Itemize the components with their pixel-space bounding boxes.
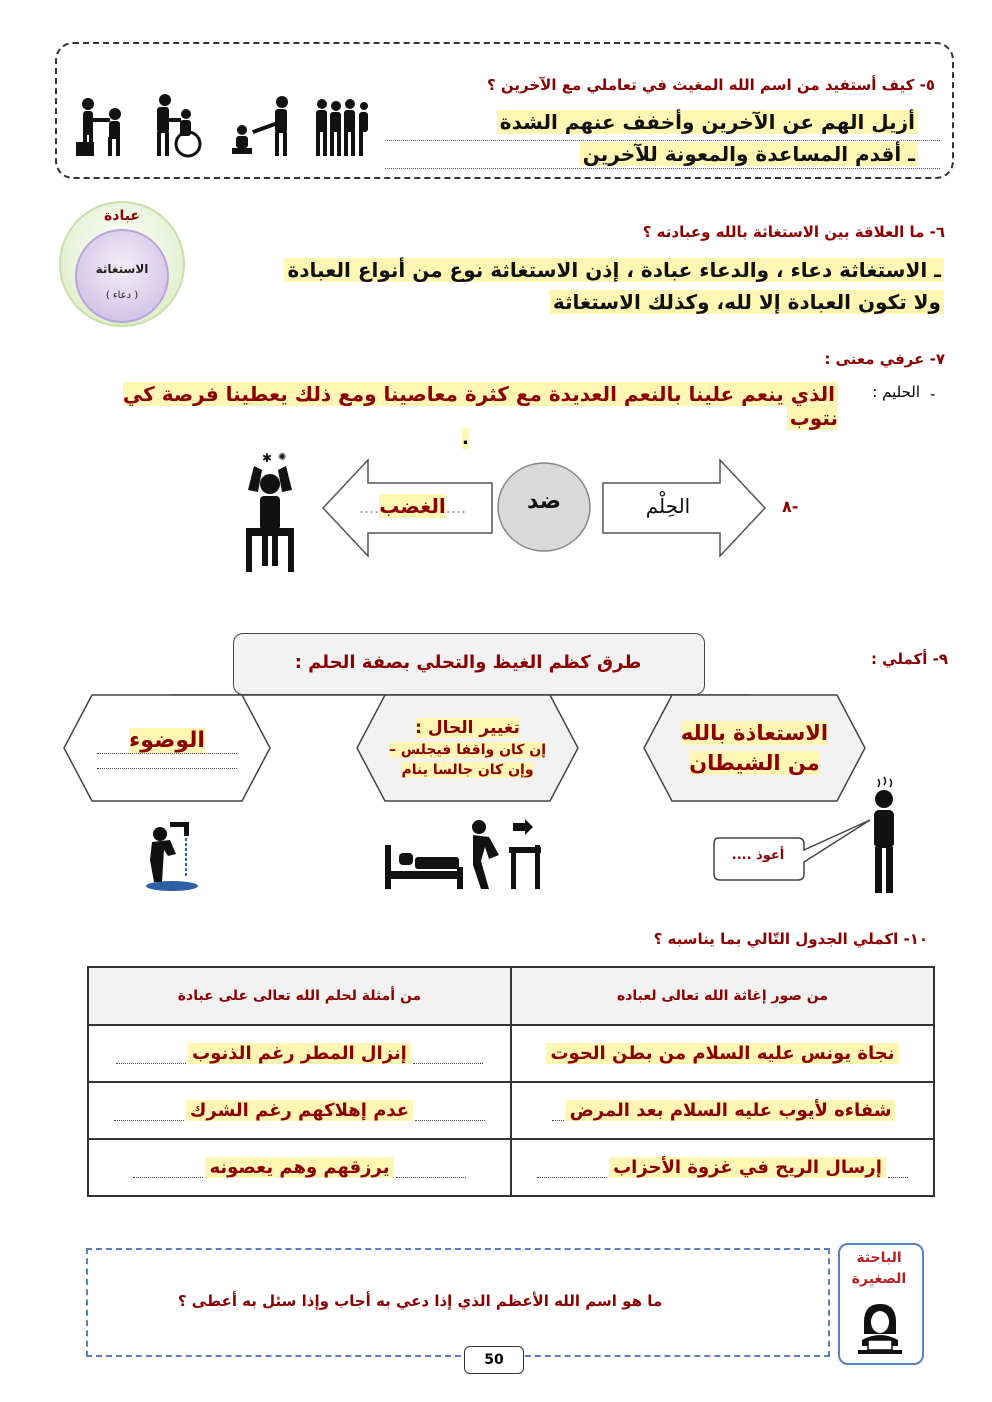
table-row (88, 1139, 934, 1196)
speech-bubble (710, 800, 880, 885)
way1-box (642, 693, 867, 803)
q7-bullet: - (930, 385, 936, 403)
ablution-icon (140, 820, 205, 892)
way2-line1: إن كان واقفا فيجلس – (388, 742, 547, 758)
answer-line (385, 140, 940, 141)
way2-box (355, 693, 580, 803)
table-row (88, 1025, 934, 1082)
helping-people-icons (70, 92, 370, 164)
svg-text:✱: ✱ (262, 451, 273, 465)
header-col-right: من صور إغاثة الله تعالى لعباده (511, 967, 934, 1025)
table-cell: إرسال الريح في غزوة الأحزاب (511, 1139, 934, 1196)
q10-table (87, 966, 935, 1197)
q5-answer-2: ـ أقدم المساعدة والمعونة للآخرين (440, 142, 918, 166)
q7-question: ٧- عرفي معنى : (824, 350, 945, 368)
q9-title: طرق كظم الغيظ والتحلي بصفة الحلم : (294, 652, 642, 673)
circle-inner-label: الاستغاثة (95, 262, 149, 276)
page-number: 50 (464, 1346, 524, 1374)
q9-label: ٩- أكملي : (870, 650, 948, 668)
badge-line2: الصغيرة (851, 1271, 907, 1287)
opposite-label: ضد (527, 489, 561, 514)
seeking-refuge-person-icon (862, 775, 907, 895)
q6-answer-2: ولا تكون العبادة إلا لله، وكذلك الاستغاثة (260, 290, 944, 314)
q7-answer: الذي ينعم علينا بالنعم العديدة مع كثرة معاصينا ومع ذلك يعطينا فرصة كي نتوب (122, 382, 838, 430)
way3-box (62, 693, 272, 803)
table-cell: عدم إهلاكهم رغم الشرك (88, 1082, 511, 1139)
q6-answer-1: ـ الاستغاثة دعاء ، والدعاء عبادة ، إذن الاستغاثة نوع من أنواع العبادة (260, 258, 944, 282)
q7-term: الحليم : (872, 383, 920, 401)
way2-line2: وإن كان جالسا ينام (401, 762, 534, 778)
bed-and-sitting-person-icons (385, 815, 545, 890)
table-row (88, 1082, 934, 1139)
way2-title: تغيير الحال : (415, 718, 520, 738)
way3-text: الوضوء (129, 727, 205, 753)
table-cell: نجاة يونس عليه السلام من بطن الحوت (511, 1025, 934, 1082)
q5-question: ٥- كيف أستفيد من اسم الله المغيث في تعاملي مع الآخرين ؟ (486, 76, 935, 94)
way1-line1: الاستعاذة بالله (680, 721, 829, 745)
q10-question: ١٠- اكملي الجدول التّالي بما يناسبه ؟ (653, 930, 928, 948)
header-col-left: من أمثلة لحلم الله تعالى على عبادة (88, 967, 511, 1025)
circle-inner-sublabel: ( دعاء ) (105, 290, 139, 301)
speech-text: أعوذ .... (731, 848, 785, 863)
researcher-question: ما هو اسم الله الأعظم الذي إذا دعي به أجاب وإذا سئل به أعطى ؟ (177, 1292, 663, 1310)
way1-line2: من الشيطان (689, 751, 820, 775)
q8-word: الحِلْم (645, 494, 691, 518)
angry-person-icon (240, 450, 310, 575)
q6-question: ٦- ما العلاقة بين الاستغاثة بالله وعبادته ؟ (642, 223, 945, 241)
student-at-laptop-icon (856, 1300, 904, 1358)
answer-line (385, 168, 940, 169)
q7-answer-end: . (462, 428, 469, 449)
q8-number: ٨- (782, 497, 799, 516)
svg-text:✺: ✺ (278, 452, 287, 463)
table-cell: يرزقهم وهم يعصونه (88, 1139, 511, 1196)
table-header-row (88, 967, 934, 1025)
circle-outer-label: عبادة (104, 208, 140, 224)
q8-answer: ....الغضب.... (358, 494, 467, 518)
table-cell: إنزال المطر رغم الذنوب (88, 1025, 511, 1082)
badge-line1: الباحثة (856, 1250, 902, 1266)
q5-answer-1: أزيل الهم عن الآخرين وأخفف عنهم الشدة (440, 110, 918, 134)
table-cell: شفاءه لأيوب عليه السلام بعد المرض (511, 1082, 934, 1139)
